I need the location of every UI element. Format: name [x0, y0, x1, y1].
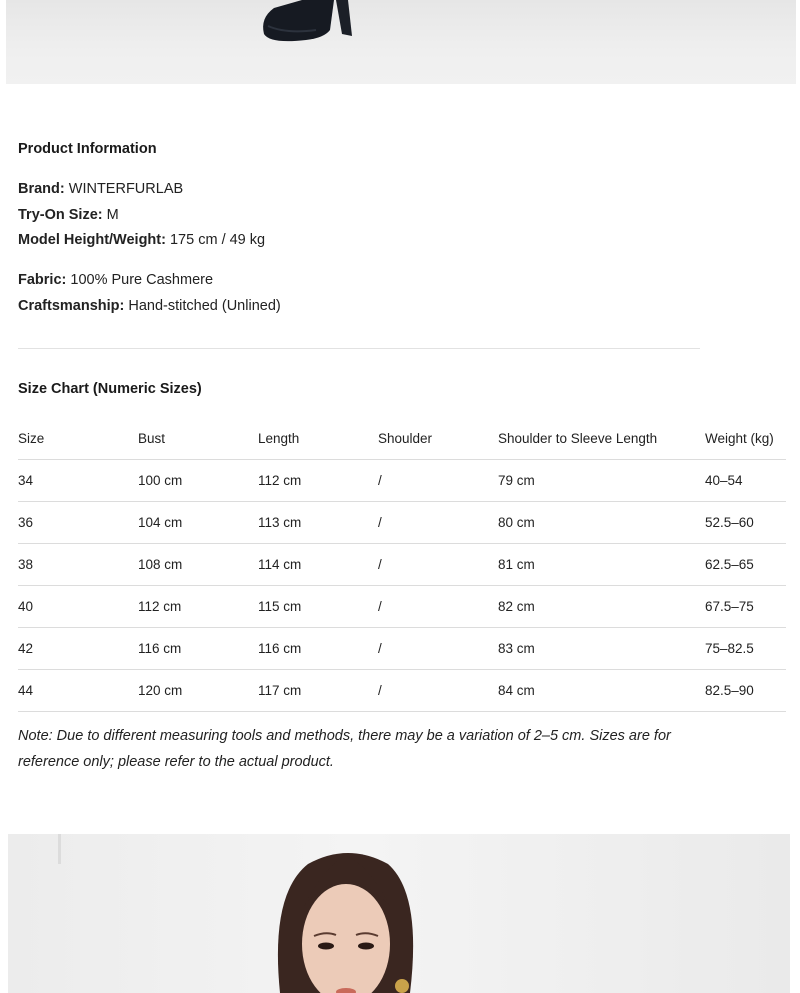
- header-length: Length: [258, 417, 378, 460]
- table-row: [18, 460, 786, 502]
- craftsmanship-line: [18, 298, 281, 314]
- cell-length: 117 cm: [258, 670, 378, 712]
- model-illustration: [8, 834, 790, 993]
- cell-weight: 62.5–65: [705, 544, 786, 586]
- cell-bust: 112 cm: [138, 586, 258, 628]
- model-value: 175 cm / 49 kg: [169, 232, 266, 248]
- tryon-size-label: Try-On Size:: [18, 207, 103, 223]
- boot-illustration: [6, 0, 796, 84]
- header-shoulder: Shoulder: [378, 417, 498, 460]
- table-header-row: [18, 417, 786, 460]
- cell-weight: 52.5–60: [705, 502, 786, 544]
- cell-shoulder-to-sleeve: 80 cm: [498, 502, 705, 544]
- cell-shoulder-to-sleeve: 84 cm: [498, 670, 705, 712]
- cell-shoulder: /: [378, 628, 498, 670]
- cell-shoulder: /: [378, 460, 498, 502]
- header-shoulder-to-sleeve: Shoulder to Sleeve Length: [498, 417, 705, 460]
- cell-shoulder: /: [378, 502, 498, 544]
- section-divider: [18, 348, 700, 349]
- cell-length: 114 cm: [258, 544, 378, 586]
- size-chart-table: [18, 417, 786, 712]
- craftsmanship-label: Craftsmanship:: [18, 298, 125, 314]
- header-size: Size: [18, 417, 138, 460]
- size-note: Note: Due to different measuring tools and methods, there may be a variation of 2–5 cm. Sizes are for reference only; please refer to the actual product.: [18, 728, 671, 770]
- cell-length: 112 cm: [258, 460, 378, 502]
- cell-length: 116 cm: [258, 628, 378, 670]
- cell-shoulder-to-sleeve: 83 cm: [498, 628, 705, 670]
- header-weight: Weight (kg): [705, 417, 786, 460]
- craftsmanship-value: Hand-stitched (Unlined): [128, 298, 281, 314]
- cell-shoulder: /: [378, 670, 498, 712]
- model-line: [18, 232, 265, 248]
- table-row: [18, 502, 786, 544]
- cell-shoulder-to-sleeve: 82 cm: [498, 586, 705, 628]
- table-row: [18, 628, 786, 670]
- cell-bust: 108 cm: [138, 544, 258, 586]
- table-row: [18, 670, 786, 712]
- cell-length: 115 cm: [258, 586, 378, 628]
- cell-weight: 75–82.5: [705, 628, 786, 670]
- size-chart-title: Size Chart (Numeric Sizes): [18, 381, 202, 397]
- cell-size: 44: [18, 670, 138, 712]
- tryon-size-value: M: [106, 207, 119, 223]
- cell-bust: 104 cm: [138, 502, 258, 544]
- fabric-line: [18, 272, 213, 288]
- brand-line: [18, 181, 183, 197]
- header-bust: Bust: [138, 417, 258, 460]
- tryon-size-line: [18, 207, 119, 223]
- cell-size: 34: [18, 460, 138, 502]
- cell-size: 40: [18, 586, 138, 628]
- cell-size: 38: [18, 544, 138, 586]
- fabric-label: Fabric:: [18, 272, 67, 288]
- cell-bust: 120 cm: [138, 670, 258, 712]
- product-photo-top: [6, 0, 796, 84]
- product-info-title: Product Information: [18, 141, 157, 157]
- cell-shoulder: /: [378, 544, 498, 586]
- cell-shoulder-to-sleeve: 81 cm: [498, 544, 705, 586]
- brand-value: WINTERFURLAB: [68, 181, 184, 197]
- model-photo: [8, 834, 790, 993]
- cell-bust: 100 cm: [138, 460, 258, 502]
- cell-weight: 40–54: [705, 460, 786, 502]
- brand-label: Brand:: [18, 181, 65, 197]
- cell-size: 36: [18, 502, 138, 544]
- fabric-value: 100% Pure Cashmere: [70, 272, 214, 288]
- model-label: Model Height/Weight:: [18, 232, 166, 248]
- cell-size: 42: [18, 628, 138, 670]
- cell-bust: 116 cm: [138, 628, 258, 670]
- table-row: [18, 586, 786, 628]
- cell-length: 113 cm: [258, 502, 378, 544]
- cell-shoulder: /: [378, 586, 498, 628]
- cell-shoulder-to-sleeve: 79 cm: [498, 460, 705, 502]
- cell-weight: 82.5–90: [705, 670, 786, 712]
- cell-weight: 67.5–75: [705, 586, 786, 628]
- table-row: [18, 544, 786, 586]
